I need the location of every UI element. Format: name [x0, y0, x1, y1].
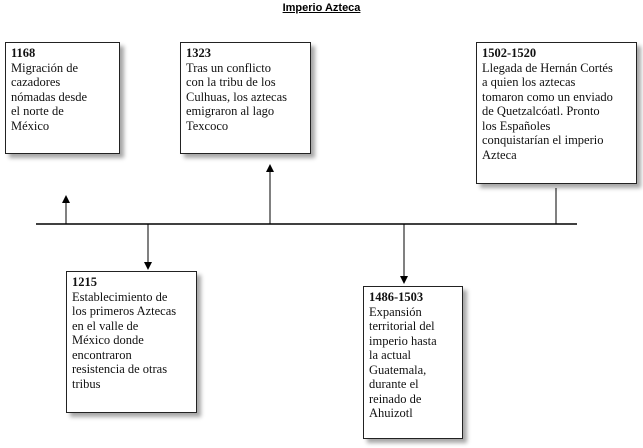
- event-text: Expansión territorial del imperio hasta la actual Guatemala, durante el reinado de Ahuizotl: [369, 304, 437, 420]
- event-text: Llegada de Hernán Cortés a quien los aztecas tomaron como un enviado de Quetzalcóatl. Pronto los Españoles conquistarían el imperio Azteca: [482, 60, 613, 162]
- event-text: Establecimiento de los primeros Aztecas en el valle de México donde encontraron resistencia de otras tribus: [72, 289, 177, 391]
- event-box-1502: [476, 42, 637, 184]
- event-year: 1486-1503: [369, 290, 424, 304]
- diagram-title: Imperio Azteca: [282, 2, 361, 14]
- event-box-1486: [363, 286, 463, 439]
- event-text: Tras un conflicto con la tribu de los Culhuas, los aztecas emigraron al lago Texcoco: [186, 60, 288, 133]
- event-box-1168: [5, 42, 120, 154]
- event-year: 1215: [72, 275, 97, 289]
- event-text: Migración de cazadores nómadas desde el norte de México: [11, 60, 88, 133]
- event-box-1323: [180, 42, 311, 154]
- event-year: 1502-1520: [482, 46, 537, 60]
- event-year: 1323: [186, 46, 211, 60]
- event-year: 1168: [11, 46, 36, 60]
- event-box-1215: [66, 271, 197, 413]
